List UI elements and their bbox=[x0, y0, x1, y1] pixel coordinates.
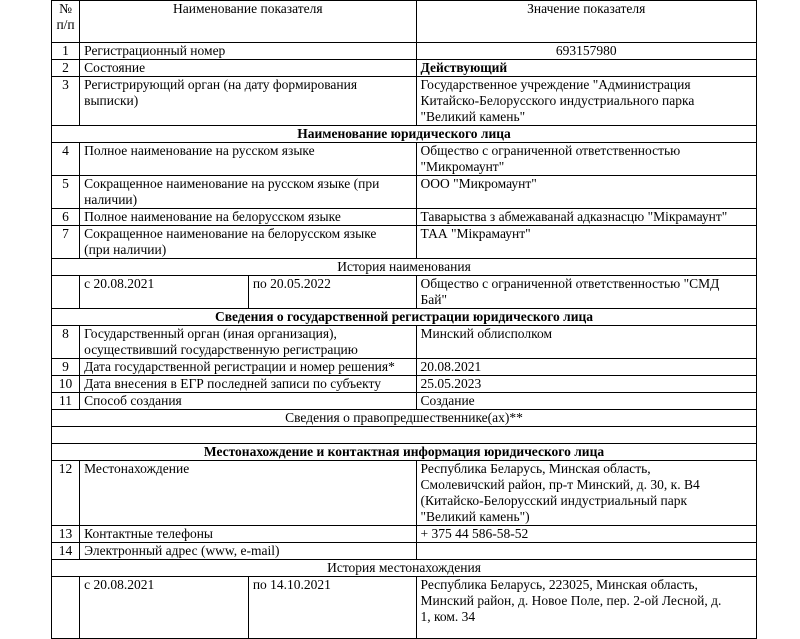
table-row bbox=[52, 209, 757, 226]
section-location: Местонахождение и контактная информация юридического лица bbox=[52, 444, 757, 461]
table-header-row bbox=[52, 1, 757, 43]
short-name-by: ТАА "Мікрамаунт" bbox=[416, 226, 756, 259]
row-num: 1 bbox=[52, 43, 80, 60]
history-num bbox=[52, 276, 80, 309]
subsection-location-history: История местонахождения bbox=[52, 560, 757, 577]
empty-row bbox=[52, 427, 757, 444]
table-row bbox=[52, 376, 757, 393]
row-num: 2 bbox=[52, 60, 80, 77]
row-label: Государственный орган (иная организация), осуществивший государственную регистрацию bbox=[80, 326, 416, 359]
table-row bbox=[52, 326, 757, 359]
subsection-header-row bbox=[52, 560, 757, 577]
row-num: 11 bbox=[52, 393, 80, 410]
subsection-header-row bbox=[52, 259, 757, 276]
row-num: 9 bbox=[52, 359, 80, 376]
last-record-date: 25.05.2023 bbox=[416, 376, 756, 393]
row-label: Сокращенное наименование на русском языке (при наличии) bbox=[80, 176, 416, 209]
row-label: Состояние bbox=[80, 60, 416, 77]
section-registration: Сведения о государственной регистрации юридического лица bbox=[52, 309, 757, 326]
phone-value: + 375 44 586-58-52 bbox=[416, 526, 756, 543]
row-label: Контактные телефоны bbox=[80, 526, 416, 543]
section-header-row bbox=[52, 126, 757, 143]
row-num: 5 bbox=[52, 176, 80, 209]
creation-method: Создание bbox=[416, 393, 756, 410]
registering-body: Минский облисполком bbox=[416, 326, 756, 359]
history-from: с 20.08.2021 bbox=[80, 577, 249, 639]
location-value: Республика Беларусь, Минская область, Смолевичский район, пр-т Минский, д. 30, к. В4 (Китайско-Белорусский индустриальный парк "Великий камень") bbox=[416, 461, 756, 526]
table-row bbox=[52, 359, 757, 376]
subsection-name-history: История наименования bbox=[52, 259, 757, 276]
row-num: 14 bbox=[52, 543, 80, 560]
history-to: по 14.10.2021 bbox=[248, 577, 416, 639]
registration-date: 20.08.2021 bbox=[416, 359, 756, 376]
history-row bbox=[52, 577, 757, 639]
header-name: Наименование показателя bbox=[80, 1, 416, 43]
row-num: 12 bbox=[52, 461, 80, 526]
history-from: с 20.08.2021 bbox=[80, 276, 249, 309]
row-num: 3 bbox=[52, 77, 80, 126]
short-name-ru: ООО "Микромаунт" bbox=[416, 176, 756, 209]
header-value: Значение показателя bbox=[416, 1, 756, 43]
row-label: Полное наименование на белорусском языке bbox=[80, 209, 416, 226]
full-name-by: Таварыства з абмежаванай адказнасцю "Мікрамаунт" bbox=[416, 209, 756, 226]
row-num: 13 bbox=[52, 526, 80, 543]
history-to: по 20.05.2022 bbox=[248, 276, 416, 309]
full-name-ru: Общество с ограниченной ответственностью "Микромаунт" bbox=[416, 143, 756, 176]
row-label: Дата внесения в ЕГР последней записи по субъекту bbox=[80, 376, 416, 393]
empty-cell bbox=[52, 427, 757, 444]
table-row bbox=[52, 226, 757, 259]
row-label: Полное наименование на русском языке bbox=[80, 143, 416, 176]
row-num: 10 bbox=[52, 376, 80, 393]
history-row bbox=[52, 276, 757, 309]
history-name-value: Общество с ограниченной ответственностью "СМД Бай" bbox=[416, 276, 756, 309]
table-row bbox=[52, 461, 757, 526]
history-location-value: Республика Беларусь, 223025, Минская область, Минский район, д. Новое Поле, пер. 2-ой Лесной, д. 1, ком. 34 bbox=[416, 577, 756, 639]
table-row bbox=[52, 543, 757, 560]
row-num: 8 bbox=[52, 326, 80, 359]
subsection-predecessor: Сведения о правопредшественнике(ах)** bbox=[52, 410, 757, 427]
section-header-row bbox=[52, 309, 757, 326]
row-num: 7 bbox=[52, 226, 80, 259]
row-label: Местонахождение bbox=[80, 461, 416, 526]
row-num: 4 bbox=[52, 143, 80, 176]
registering-authority: Государственное учреждение "Администрация Китайско-Белорусского индустриального парка "Великий камень" bbox=[416, 77, 756, 126]
table-row bbox=[52, 143, 757, 176]
row-label: Сокращенное наименование на белорусском языке (при наличии) bbox=[80, 226, 416, 259]
row-num: 6 bbox=[52, 209, 80, 226]
subsection-header-row bbox=[52, 410, 757, 427]
registration-number: 693157980 bbox=[416, 43, 756, 60]
header-num: № п/п bbox=[52, 1, 80, 43]
extract-document bbox=[51, 0, 757, 639]
table-row bbox=[52, 60, 757, 77]
registry-table bbox=[51, 0, 757, 639]
history-num bbox=[52, 577, 80, 639]
row-label: Регистрационный номер bbox=[80, 43, 416, 60]
row-label: Регистрирующий орган (на дату формирования выписки) bbox=[80, 77, 416, 126]
section-legal-name: Наименование юридического лица bbox=[52, 126, 757, 143]
table-row bbox=[52, 43, 757, 60]
status-value: Действующий bbox=[416, 60, 756, 77]
table-row bbox=[52, 77, 757, 126]
row-label: Дата государственной регистрации и номер решения* bbox=[80, 359, 416, 376]
table-row bbox=[52, 526, 757, 543]
row-label: Электронный адрес (www, e-mail) bbox=[80, 543, 416, 560]
section-header-row bbox=[52, 444, 757, 461]
row-label: Способ создания bbox=[80, 393, 416, 410]
table-row bbox=[52, 393, 757, 410]
email-value bbox=[416, 543, 756, 560]
table-row bbox=[52, 176, 757, 209]
